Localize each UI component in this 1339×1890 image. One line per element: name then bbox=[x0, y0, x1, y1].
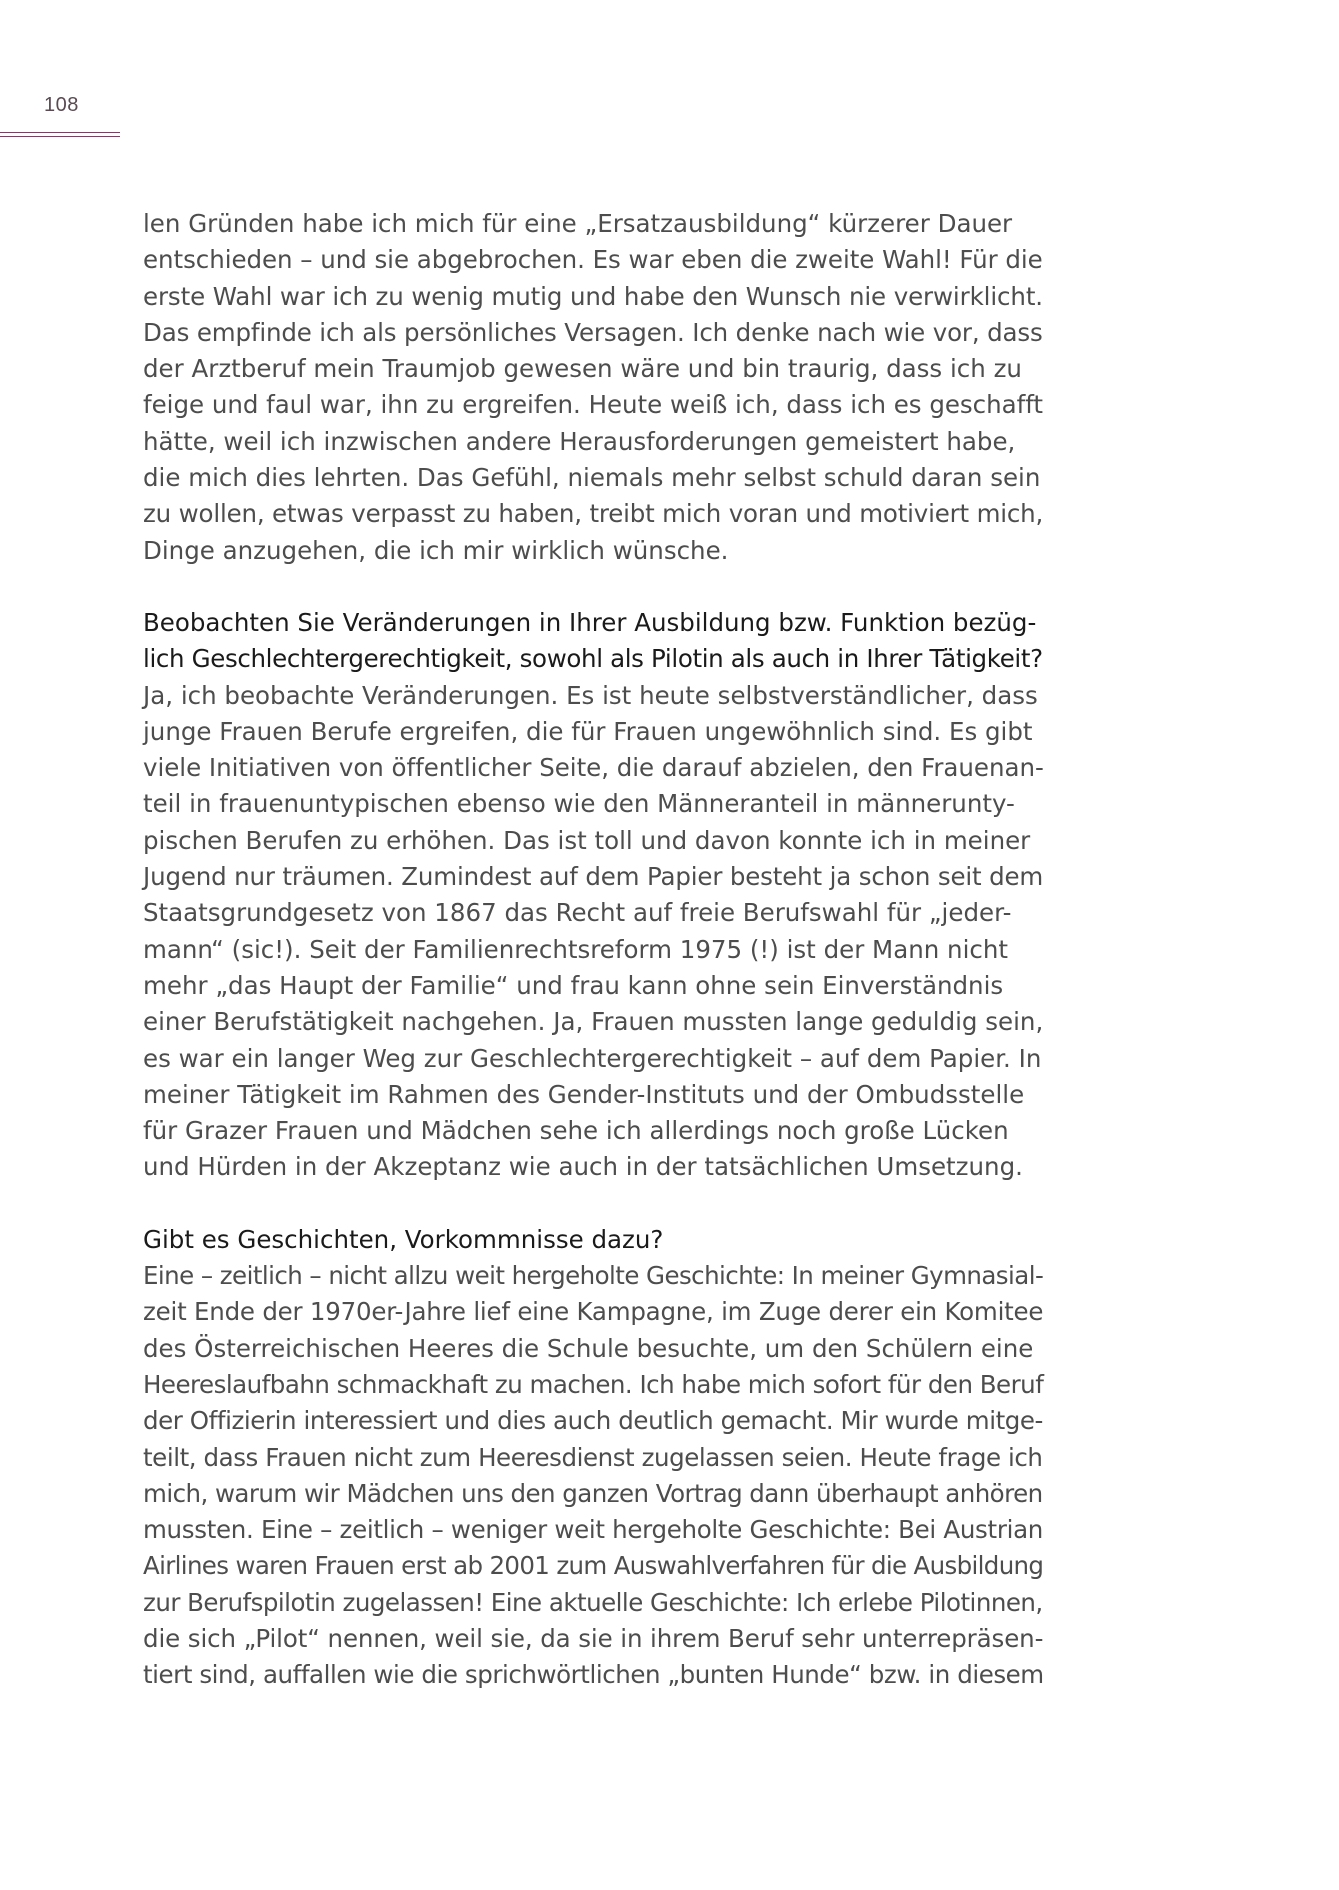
text-line: teil in frauenuntypischen ebenso wie den Männeranteil in männerunty- bbox=[143, 789, 1015, 819]
text-line: hätte, weil ich inzwischen andere Herausforderungen gemeistert habe, bbox=[143, 426, 1016, 456]
interview-answer bbox=[143, 1258, 1043, 1694]
text-line: für Grazer Frauen und Mädchen sehe ich allerdings noch große Lücken bbox=[143, 1116, 1009, 1146]
interview-answer bbox=[143, 678, 1043, 1186]
interview-question bbox=[143, 1222, 1043, 1258]
text-line: zu wollen, etwas verpasst zu haben, treibt mich voran und motiviert mich, bbox=[143, 499, 1044, 529]
text-line: entschieden – und sie abgebrochen. Es war eben die zweite Wahl! Für die bbox=[143, 245, 1043, 275]
header-rule-top bbox=[0, 132, 120, 133]
text-line: Jugend nur träumen. Zumindest auf dem Papier besteht ja schon seit dem bbox=[143, 862, 1044, 892]
text-line: Staatsgrundgesetz von 1867 das Recht auf freie Berufswahl für „jeder- bbox=[143, 898, 1012, 928]
header-rule-bottom bbox=[0, 136, 120, 137]
text-line: Dinge anzugehen, die ich mir wirklich wünsche. bbox=[143, 535, 729, 565]
text-line: zur Berufspilotin zugelassen! Eine aktuelle Geschichte: Ich erlebe Pilotinnen, bbox=[143, 1587, 1043, 1617]
text-line: Ja, ich beobachte Veränderungen. Es ist heute selbstverständlicher, dass bbox=[143, 680, 1038, 710]
text-line: meiner Tätigkeit im Rahmen des Gender-Instituts und der Ombudsstelle bbox=[143, 1079, 1025, 1109]
text-line: pischen Berufen zu erhöhen. Das ist toll und davon konnte ich in meiner bbox=[143, 825, 1031, 855]
text-line: junge Frauen Berufe ergreifen, die für Frauen ungewöhnlich sind. Es gibt bbox=[143, 716, 1033, 746]
text-line: Airlines waren Frauen erst ab 2001 zum Auswahlverfahren für die Ausbildung bbox=[143, 1551, 1044, 1581]
paragraph-gap bbox=[143, 1186, 1043, 1222]
text-line: len Gründen habe ich mich für eine „Ersatzausbildung“ kürzerer Dauer bbox=[143, 209, 1013, 238]
text-line: die sich „Pilot“ nennen, weil sie, da sie in ihrem Beruf sehr unterrepräsen- bbox=[143, 1623, 1044, 1653]
text-line: Beobachten Sie Veränderungen in Ihrer Ausbildung bzw. Funktion bezüg- bbox=[143, 607, 1037, 637]
text-line: Heereslaufbahn schmackhaft zu machen. Ich habe mich sofort für den Beruf bbox=[143, 1369, 1044, 1399]
text-line: zeit Ende der 1970er-Jahre lief eine Kampagne, im Zuge derer ein Komitee bbox=[143, 1297, 1044, 1327]
text-line: es war ein langer Weg zur Geschlechtergerechtigkeit – auf dem Papier. In bbox=[143, 1043, 1042, 1073]
page-number: 108 bbox=[44, 94, 79, 116]
interview-question bbox=[143, 605, 1043, 678]
text-line: des Österreichischen Heeres die Schule besuchte, um den Schülern eine bbox=[143, 1333, 1034, 1363]
text-line: und Hürden in der Akzeptanz wie auch in der tatsächlichen Umsetzung. bbox=[143, 1152, 1023, 1182]
text-line: der Arztberuf mein Traumjob gewesen wäre und bin traurig, dass ich zu bbox=[143, 354, 1022, 384]
text-line: Eine – zeitlich – nicht allzu weit hergeholte Geschichte: In meiner Gymnasial- bbox=[143, 1261, 1044, 1291]
paragraph-gap bbox=[143, 569, 1043, 605]
body-text bbox=[143, 206, 1043, 1694]
text-line: der Offizierin interessiert und dies auch deutlich gemacht. Mir wurde mitge- bbox=[143, 1406, 1043, 1436]
text-line: feige und faul war, ihn zu ergreifen. Heute weiß ich, dass ich es geschafft bbox=[143, 390, 1044, 420]
text-line: teilt, dass Frauen nicht zum Heeresdienst zugelassen seien. Heute frage ich bbox=[143, 1442, 1043, 1472]
text-line: mann“ (sic!). Seit der Familienrechtsreform 1975 (!) ist der Mann nicht bbox=[143, 934, 1008, 964]
text-line: tiert sind, auffallen wie die sprichwörtlichen „bunten Hunde“ bzw. in diesem bbox=[143, 1660, 1044, 1690]
interview-answer bbox=[143, 206, 1043, 569]
text-line: erste Wahl war ich zu wenig mutig und habe den Wunsch nie verwirklicht. bbox=[143, 281, 1043, 311]
text-line: viele Initiativen von öffentlicher Seite, die darauf abzielen, den Frauenan- bbox=[143, 753, 1044, 783]
text-line: mich, warum wir Mädchen uns den ganzen Vortrag dann überhaupt anhören bbox=[143, 1478, 1043, 1508]
text-line: einer Berufstätigkeit nachgehen. Ja, Frauen mussten lange geduldig sein, bbox=[143, 1007, 1044, 1037]
text-line: mehr „das Haupt der Familie“ und frau kann ohne sein Einverständnis bbox=[143, 970, 1004, 1000]
text-line: Das empfinde ich als persönliches Versagen. Ich denke nach wie vor, dass bbox=[143, 317, 1043, 347]
text-line: mussten. Eine – zeitlich – weniger weit hergeholte Geschichte: Bei Austrian bbox=[143, 1515, 1044, 1545]
text-line: die mich dies lehrten. Das Gefühl, niemals mehr selbst schuld daran sein bbox=[143, 463, 1041, 493]
text-line: Gibt es Geschichten, Vorkommnisse dazu? bbox=[143, 1224, 664, 1254]
text-line: lich Geschlechtergerechtigkeit, sowohl als Pilotin als auch in Ihrer Tätigkeit? bbox=[143, 644, 1043, 674]
